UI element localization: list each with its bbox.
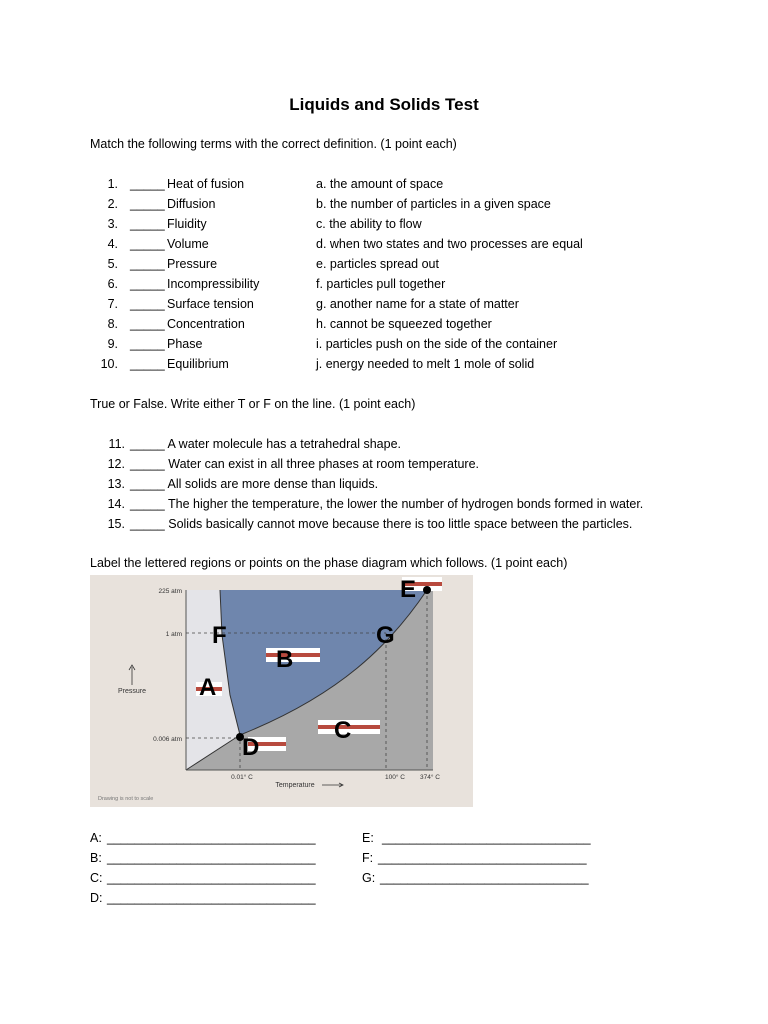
tick-374c: 374° C — [420, 774, 440, 781]
truefalse-statement[interactable]: _____ The higher the temperature, the lower the number of hydrogen bonds formed in water. — [130, 497, 644, 511]
answer-field-g[interactable]: ______________________________ — [380, 871, 589, 885]
answer-field-e[interactable]: ______________________________ — [382, 831, 591, 845]
y-axis-label: Pressure — [117, 688, 147, 695]
truefalse-statement[interactable]: _____ A water molecule has a tetrahedral shape. — [130, 437, 402, 451]
answer-field-b[interactable]: ______________________________ — [107, 851, 316, 865]
answer-blank[interactable]: _____ — [130, 197, 165, 211]
matching-instructions: Match the following terms with the correct definition. (1 point each) — [90, 137, 457, 151]
truefalse-statement[interactable]: _____ Solids basically cannot move because there is too little space between the particles. — [130, 517, 633, 531]
truefalse-instructions: True or False. Write either T or F on the line. (1 point each) — [90, 397, 416, 411]
answer-blank[interactable]: _____ — [130, 357, 165, 371]
answer-field-d[interactable]: ______________________________ — [107, 891, 316, 905]
letter-b: B — [276, 646, 294, 673]
tick-225atm: 225 atm — [158, 588, 182, 595]
phase-diagram — [90, 575, 473, 807]
answer-blank[interactable]: _____ — [130, 317, 165, 331]
answer-blank[interactable]: _____ — [130, 297, 165, 311]
letter-c: C — [334, 717, 352, 744]
answer-field-f[interactable]: ______________________________ — [378, 851, 587, 865]
tick-0006atm: 0.006 atm — [153, 736, 182, 743]
truefalse-statement[interactable]: _____ Water can exist in all three phases at room temperature. — [130, 457, 480, 471]
letter-e: E — [400, 576, 417, 603]
answer-blank[interactable]: _____ — [130, 177, 165, 191]
diagram-instructions: Label the lettered regions or points on the phase diagram which follows. (1 point each) — [90, 556, 568, 570]
answer-blank[interactable]: _____ — [130, 257, 165, 271]
tick-1atm: 1 atm — [165, 631, 182, 638]
x-axis-label: Temperature — [275, 782, 315, 789]
letter-a: A — [199, 674, 217, 701]
answer-blank[interactable]: _____ — [130, 237, 165, 251]
critical-point — [423, 586, 431, 594]
truefalse-statement[interactable]: _____ All solids are more dense than liquids. — [130, 477, 379, 491]
letter-d: D — [242, 734, 260, 761]
answer-field-a[interactable]: ______________________________ — [107, 831, 316, 845]
tick-001c: 0.01° C — [231, 774, 253, 781]
answer-field-c[interactable]: ______________________________ — [107, 871, 316, 885]
answer-blank[interactable]: _____ — [130, 337, 165, 351]
scale-note: Drawing is not to scale — [98, 796, 154, 802]
page-title: Liquids and Solids Test — [289, 95, 479, 114]
tick-100c: 100° C — [385, 774, 405, 781]
letter-g: G — [376, 622, 395, 649]
answer-blank[interactable]: _____ — [130, 277, 165, 291]
letter-f: F — [212, 622, 227, 649]
answer-blank[interactable]: _____ — [130, 217, 165, 231]
